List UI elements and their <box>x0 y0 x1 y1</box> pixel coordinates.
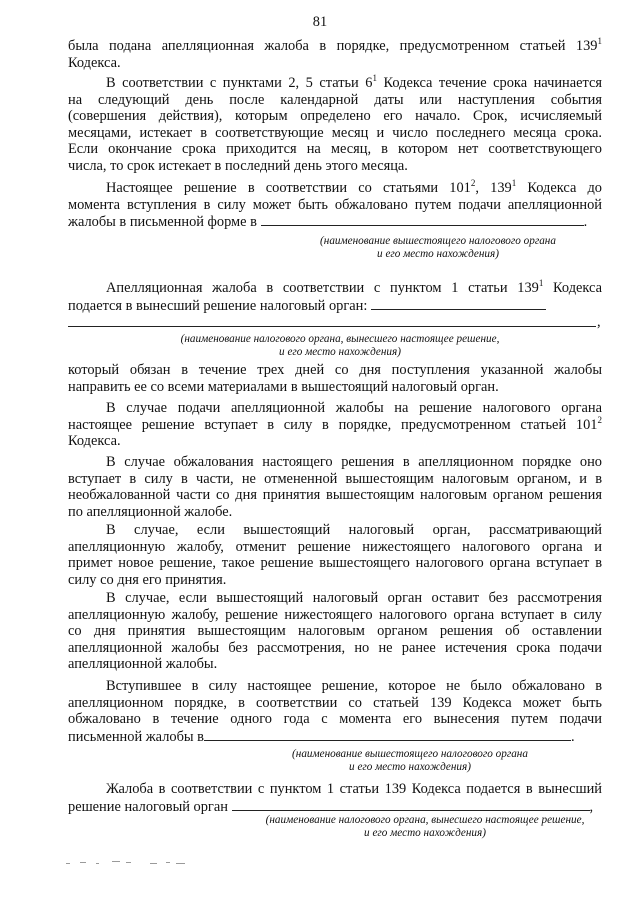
blank-line-superior-authority <box>261 213 584 226</box>
caption-tax-authority: (наименование налогового органа, вынесшего настоящее решение, и его место нахождения) <box>180 333 500 358</box>
document-page: 81 была подана апелляционная жалоба в порядке, предусмотренном статьей $139^1$ Кодекса. В соответствии с пунктами 2, 5 статьи $6^1$ Кодекса течение срока начинается на следующий день после календарной даты или наступления события (совершения действия), которым определено его начало. Срок, исчисляемый месяцами, истекает в соответствующие месяц и число последнего месяца срока. Если окончание срока приходится на месяц, в котором нет соответствующего числа, то срок истекает в последний день этого месяца. Настоящее решение в соответствии со статьями $101^2$, $139^1$ Кодекса до момента вступления в силу может быть обжаловано путем подачи апелляционной жалобы в письменной форме в . (наименование вышестоящего налогового органа и его место нахождения) Апелляционная жалоба в соответствии с пунктом 1 статьи $139^1$ Кодекса подается в вынесший решение налоговый орган: , (наименование налогового органа, вынесшего настоящее решение, и его место нахождения) который обязан в течение трех дней со дня поступления указанной жалобы направить ее со всеми материалами в вышестоящий налоговый орган. В случае подачи апелляционной жалобы на решение налогового органа настоящее решение вступает в силу в порядке, предусмотренном статьей $101^2$ Кодекса. В случае обжалования настоящего решения в апелляционном порядке оно вступает в силу в части, не отмененной вышестоящим налоговым органом, и в необжалованной части со дня принятия вышестоящим налоговым органом решения по апелляционной жалобе. В случае, если вышестоящий налоговый орган, рассматривающий апелляционную жалобу, отменит решение нижестоящего налогового органа и примет новое решение, такое решение вышестоящего налогового органа вступает в силу со дня его принятия. В случае, если вышестоящий налоговый орган оставит без рассмотрения апелляционную жалобу, решение нижестоящего налогового органа вступает в силу со дня принятия вышестоящим налоговым органом решения об оставлении апелляционной жалобы без рассмотрения, но не ранее истечения срока подачи апелляционной жалобы. Вступившее в силу настоящее решение, которое не было обжаловано в апелляционном порядке, в соответствии со статьей 139 Кодекса может быть обжаловано в течение одного года с момента его вынесения путем подачи письменной жалобы в . (наименование вышестоящего налогового органа и его место нахождения) Жалоба в соответствии с пунктом 1 статьи 139 Кодекса подается в вынесший решение налоговый орган , (наименование налогового органа, вынесшего настоящее решение, и его место нахождения) <box>0 0 640 905</box>
paragraph-9: В случае, если вышестоящий налоговый орган оставит без рассмотрения апелляционную жалобу, решение нижестоящего налогового органа вступает в силу со дня принятия вышестоящим налоговым органом решения об оставлении апелляционной жалобы без рассмотрения, но не ранее истечения срока подачи апелляционной жалобы. <box>68 590 602 673</box>
paragraph-6: В случае подачи апелляционной жалобы на решение налогового органа настоящее решение вступает в силу в порядке, предусмотренном статьей $101^2$ Кодекса. <box>68 400 602 450</box>
caption-superior-authority: (наименование вышестоящего налогового органа и его место нахождения) <box>320 235 556 260</box>
caption-superior-authority-2: (наименование вышестоящего налогового органа и его место нахождения) <box>292 748 528 773</box>
page-number: 81 <box>312 14 328 30</box>
paragraph-1: была подана апелляционная жалоба в порядке, предусмотренном статьей $139^1$ Кодекса. <box>68 36 602 71</box>
blank-line-superior-authority-2 <box>204 728 571 741</box>
scan-smudge <box>66 858 196 868</box>
paragraph-5: который обязан в течение трех дней со дня поступления указанной жалобы направить ее со всеми материалами в вышестоящий налоговый орган. <box>68 362 602 395</box>
paragraph-4: Апелляционная жалоба в соответствии с пунктом 1 статьи $139^1$ Кодекса подается в вынесший решение налоговый орган: <box>68 278 602 314</box>
blank-line-tax-authority-2 <box>68 326 596 327</box>
paragraph-11: Жалоба в соответствии с пунктом 1 статьи 139 Кодекса подается в вынесший решение налоговый орган , <box>68 781 602 815</box>
paragraph-7: В случае обжалования настоящего решения в апелляционном порядке оно вступает в силу в части, не отмененной вышестоящим налоговым органом, и в необжалованной части со дня принятия вышестоящим налоговым органом решения по апелляционной жалобе. <box>68 454 602 520</box>
paragraph-3: Настоящее решение в соответствии со статьями $101^2$, $139^1$ Кодекса до момента вступления в силу может быть обжаловано путем подачи апелляционной жалобы в письменной форме в . <box>68 178 603 231</box>
paragraph-8: В случае, если вышестоящий налоговый орган, рассматривающий апелляционную жалобу, отменит решение нижестоящего налогового органа и примет новое решение, такое решение вышестоящего налогового органа вступает в силу со дня его принятия. <box>68 522 602 588</box>
paragraph-10: Вступившее в силу настоящее решение, которое не было обжаловано в апелляционном порядке, в соответствии со статьей 139 Кодекса может быть обжаловано в течение одного года с момента его вынесения путем подачи письменной жалобы в . <box>68 678 602 745</box>
blank-line-tax-authority-3 <box>232 798 590 811</box>
caption-tax-authority-2: (наименование налогового органа, вынесшего настоящее решение, и его место нахождения) <box>265 814 585 839</box>
blank-line-tax-authority <box>371 297 546 310</box>
paragraph-2: В соответствии с пунктами 2, 5 статьи $6^1$ Кодекса течение срока начинается на следующий день после календарной даты или наступления события (совершения действия), которым определено его начало. Срок, исчисляемый месяцами, истекает в соответствующие месяц и число последнего месяца срока. Если окончание срока приходится на месяц, в котором нет соответствующего числа, то срок истекает в последний день этого месяца. <box>68 73 602 174</box>
